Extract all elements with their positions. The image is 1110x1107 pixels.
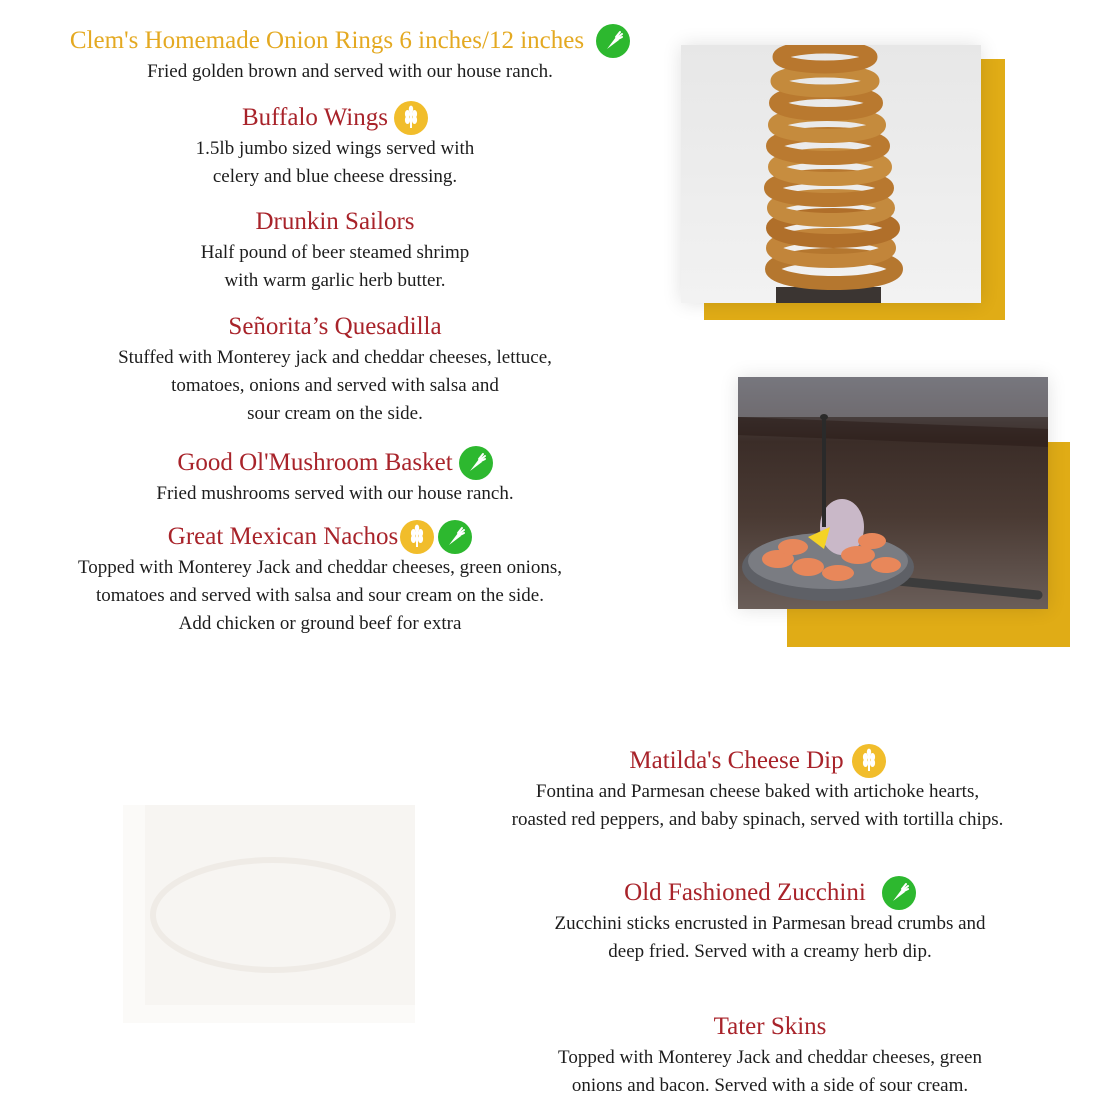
item-title-text: Buffalo Wings: [242, 104, 388, 131]
carrot-icon: [438, 520, 472, 554]
menu-item-nachos: [20, 520, 620, 638]
shrimp-photo: [738, 377, 1048, 609]
item-description: Half pound of beer steamed shrimp with warm garlic herb butter.: [200, 242, 470, 291]
item-description: Fried mushrooms served with our house ranch.: [156, 483, 514, 504]
faded-food-photo: [123, 805, 415, 1023]
menu-item-quesadilla: [30, 310, 640, 428]
item-title-text: Great Mexican Nachos: [167, 523, 399, 550]
item-title-text: Drunkin Sailors: [255, 208, 415, 235]
shrimp-photo-group: [737, 376, 1072, 648]
item-title-text: Good Ol'Mushroom Basket: [177, 449, 453, 476]
item-title: [624, 876, 916, 910]
item-description: Topped with Monterey Jack and cheddar cheeses, green onions and bacon. Served with a side of sour cream.: [558, 1047, 982, 1096]
item-title: [242, 101, 428, 135]
item-title-text: Tater Skins: [713, 1013, 827, 1040]
wheat-icon: [852, 744, 886, 778]
carrot-icon: [459, 446, 493, 480]
item-title-text: Clem's Homemade Onion Rings 6 inches/12 inches: [69, 27, 585, 54]
wheat-icon: [400, 520, 434, 554]
menu-item-tater-skins: [480, 1010, 1060, 1100]
menu-item-cheese-dip: [470, 744, 1045, 834]
item-title: [714, 1010, 827, 1044]
item-description: Stuffed with Monterey jack and cheddar cheeses, lettuce, tomatoes, onions and served with salsa and sour cream on the side.: [118, 347, 552, 424]
item-title: [228, 310, 441, 344]
item-title-text: Matilda's Cheese Dip: [629, 747, 844, 774]
item-title: [255, 205, 414, 239]
item-description: Fried golden brown and served with our house ranch.: [147, 61, 553, 82]
menu-item-buffalo-wings: [30, 101, 640, 191]
item-title: [70, 24, 630, 58]
menu-item-drunkin-sailors: [30, 205, 640, 295]
item-title: [177, 446, 492, 480]
menu-item-mushroom-basket: [30, 446, 640, 508]
wheat-icon: [394, 101, 428, 135]
item-description: Fontina and Parmesan cheese baked with artichoke hearts, roasted red peppers, and baby spinach, served with tortilla chips.: [511, 781, 1004, 830]
onion-rings-photo-group: [680, 44, 1010, 324]
item-title: [168, 520, 472, 554]
carrot-icon: [596, 24, 630, 58]
item-description: Topped with Monterey Jack and cheddar cheeses, green onions, tomatoes and served with salsa and sour cream on the side. Add chicken or ground beef for extra: [77, 557, 563, 634]
menu-item-zucchini: [485, 876, 1055, 966]
menu-item-onion-rings: [30, 24, 670, 86]
carrot-icon: [882, 876, 916, 910]
item-title: [629, 744, 885, 778]
item-title-text: Old Fashioned Zucchini: [624, 879, 866, 906]
item-description: Zucchini sticks encrusted in Parmesan bread crumbs and deep fried. Served with a creamy herb dip.: [554, 913, 986, 962]
item-title-text: Señorita’s Quesadilla: [228, 313, 442, 340]
item-description: 1.5lb jumbo sized wings served with celery and blue cheese dressing.: [195, 138, 475, 187]
faded-photo-group: [123, 795, 443, 1025]
onion-rings-photo: [681, 45, 981, 303]
